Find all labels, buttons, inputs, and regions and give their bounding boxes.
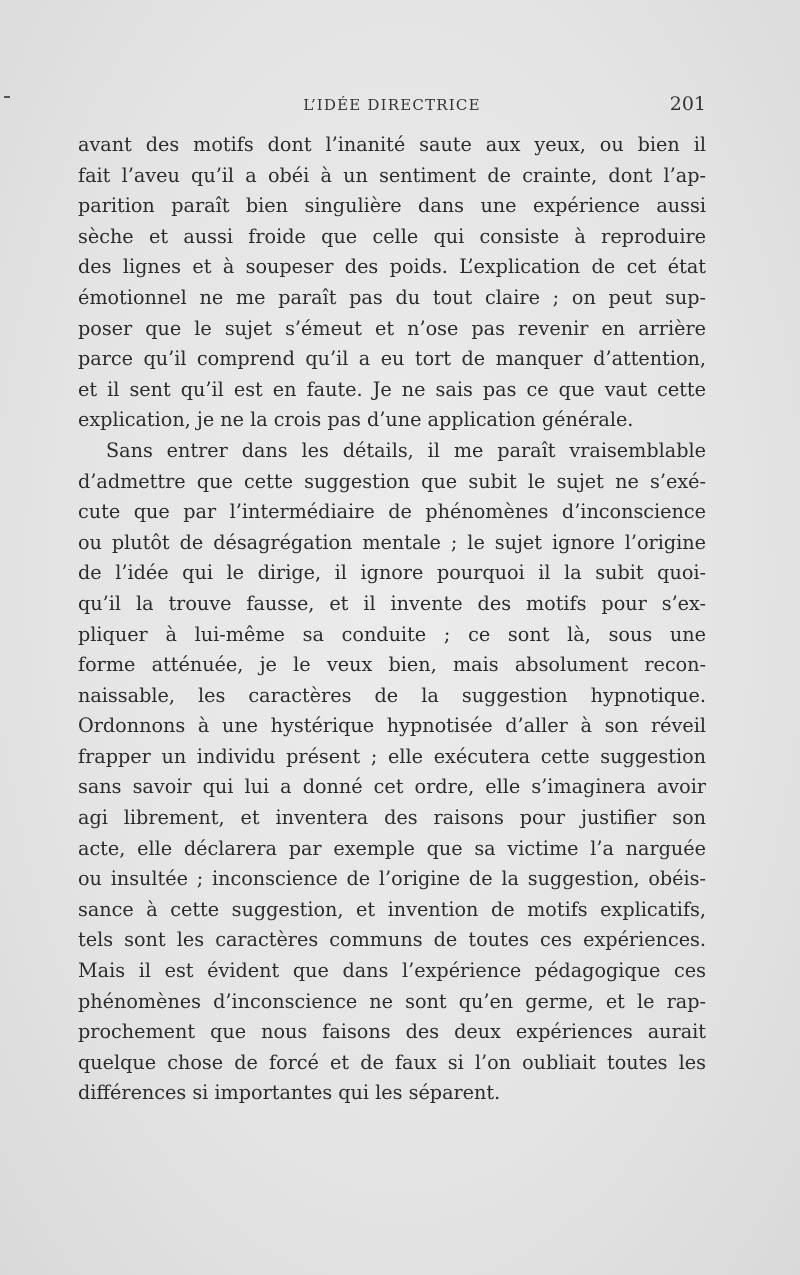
text-line: tels sont les caractères communs de toutes ces expériences. bbox=[78, 928, 706, 952]
text-line: avant des motifs dont l’inanité saute aux yeux, ou bien il bbox=[78, 133, 706, 156]
text-line: Mais il est évident que dans l’expérience pédagogique ces bbox=[78, 959, 706, 983]
text-line: Ordonnons à une hystérique hypnotisée d’aller à son réveil bbox=[78, 714, 706, 738]
page-header bbox=[78, 92, 706, 122]
text-line: agi librement, et inventera des raisons pour justifier son bbox=[78, 806, 706, 830]
text-line: pliquer à lui-même sa conduite ; ce sont là, sous une bbox=[78, 622, 706, 646]
text-line: frapper un individu présent ; elle exécutera cette suggestion bbox=[78, 744, 706, 768]
text-line: émotionnel ne me paraît pas du tout claire ; on peut sup- bbox=[78, 285, 706, 309]
body-text bbox=[78, 130, 706, 1109]
text-line: parition paraît bien singulière dans une expérience aussi bbox=[78, 194, 706, 218]
text-line: prochement que nous faisons des deux expériences aurait bbox=[78, 1020, 706, 1044]
text-line: ou insultée ; inconscience de l’origine de la suggestion, obéis- bbox=[78, 867, 706, 891]
text-line: forme atténuée, je le veux bien, mais absolument recon- bbox=[78, 653, 706, 677]
margin-mark bbox=[4, 96, 10, 98]
text-line: explication, je ne la crois pas d’une application générale. bbox=[78, 408, 634, 432]
paragraph-2 bbox=[78, 436, 706, 1109]
text-line: cute que par l’intermédiaire de phénomènes d’inconscience bbox=[78, 500, 706, 524]
running-title: L’IDÉE DIRECTRICE bbox=[303, 96, 481, 114]
text-line: acte, elle déclarera par exemple que sa victime l’a narguée bbox=[78, 836, 706, 860]
page-number: 201 bbox=[669, 93, 706, 115]
text-line: phénomènes d’inconscience ne sont qu’en germe, et le rap- bbox=[78, 989, 706, 1013]
text-line: parce qu’il comprend qu’il a eu tort de manquer d’attention, bbox=[78, 347, 706, 371]
text-line: qu’il la trouve fausse, et il invente des motifs pour s’ex- bbox=[78, 591, 706, 615]
text-line: ou plutôt de désagrégation mentale ; le sujet ignore l’origine bbox=[78, 530, 706, 554]
paragraph-1 bbox=[78, 130, 706, 436]
text-line: sans savoir qui lui a donné cet ordre, elle s’imaginera avoir bbox=[78, 775, 706, 799]
text-line: quelque chose de forcé et de faux si l’on oubliait toutes les bbox=[78, 1050, 706, 1074]
text-line: naissable, les caractères de la suggestion hypnotique. bbox=[78, 683, 706, 707]
text-line: et il sent qu’il est en faute. Je ne sais pas ce que vaut cette bbox=[78, 377, 706, 401]
text-line: différences si importantes qui les séparent. bbox=[78, 1081, 501, 1105]
text-line: poser que le sujet s’émeut et n’ose pas revenir en arrière bbox=[78, 316, 706, 340]
text-line: Sans entrer dans les détails, il me paraît vraisemblable bbox=[106, 438, 706, 462]
text-line: de l’idée qui le dirige, il ignore pourquoi il la subit quoi- bbox=[78, 561, 706, 585]
text-line: fait l’aveu qu’il a obéi à un sentiment de crainte, dont l’ap- bbox=[78, 163, 706, 187]
text-line: sèche et aussi froide que celle qui consiste à reproduire bbox=[78, 224, 706, 248]
text-line: d’admettre que cette suggestion que subit le sujet ne s’exé- bbox=[78, 469, 706, 493]
text-line: sance à cette suggestion, et invention de motifs explicatifs, bbox=[78, 897, 706, 921]
text-line: des lignes et à soupeser des poids. L’explication de cet état bbox=[78, 255, 706, 279]
